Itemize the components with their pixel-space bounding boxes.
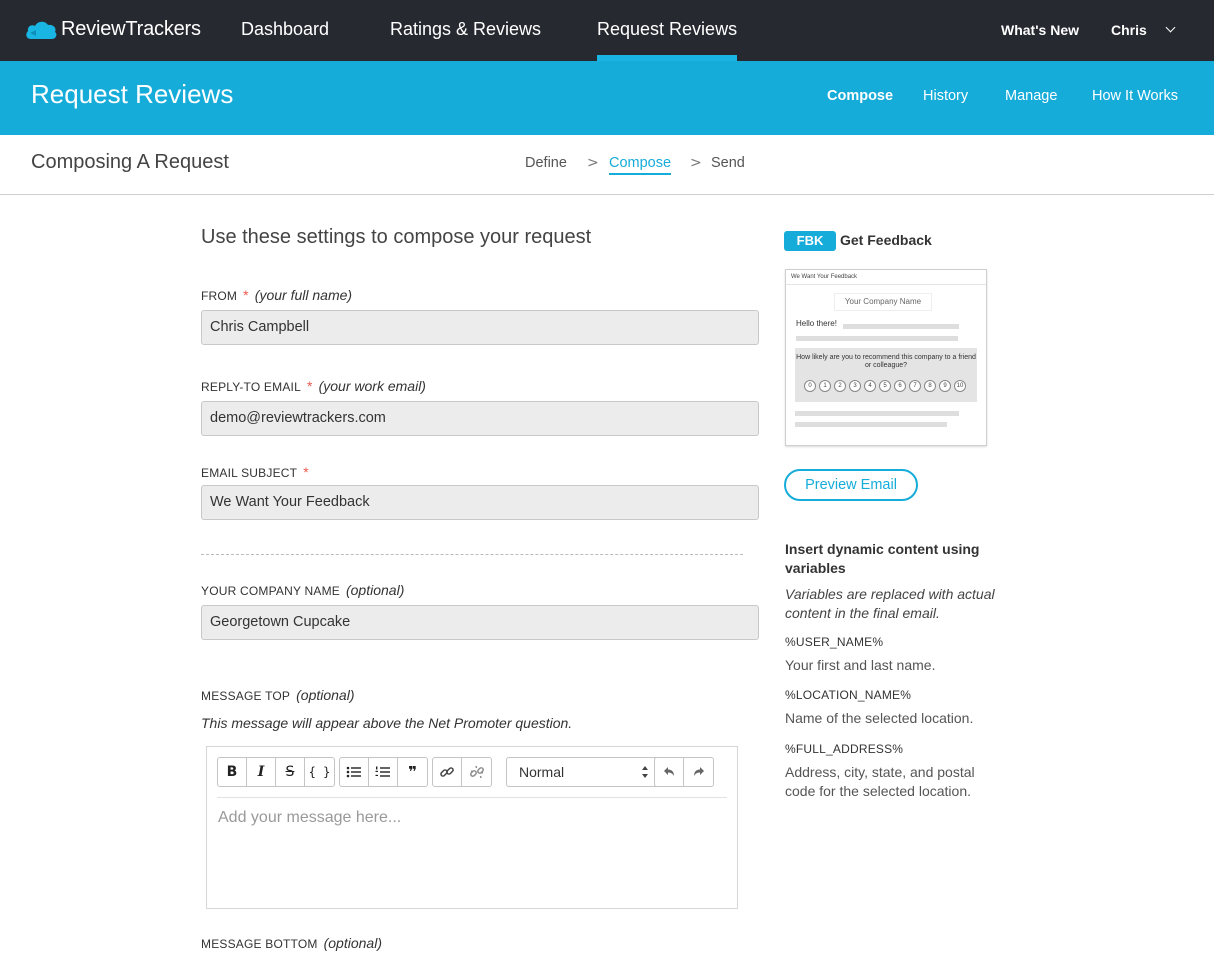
strikethrough-icon: S	[285, 764, 295, 780]
thumb-text-line	[796, 336, 958, 341]
undo-button[interactable]	[655, 758, 684, 786]
company-hint: (optional)	[345, 582, 405, 598]
list-group	[339, 757, 428, 787]
history-group	[654, 757, 714, 787]
variable-description: Address, city, state, and postal code for the selected location.	[785, 764, 975, 799]
thumb-question: How likely are you to recommend this company to a friend or colleague?	[796, 354, 976, 369]
required-mark: *	[243, 287, 249, 303]
from-label-text: FROM	[201, 289, 238, 303]
code-icon: { }	[308, 765, 331, 779]
step-compose[interactable]: Compose	[609, 155, 671, 175]
italic-button[interactable]	[247, 758, 276, 786]
logo-cloud-icon	[25, 19, 58, 41]
company-input[interactable]: Georgetown Cupcake	[201, 605, 759, 640]
chevron-down-icon	[1165, 23, 1175, 33]
thumb-scale-item: 3	[849, 380, 861, 392]
nav-request-reviews[interactable]: Request Reviews	[597, 0, 737, 61]
variable-description: Name of the selected location.	[785, 710, 974, 726]
subject-input[interactable]: We Want Your Feedback	[201, 485, 759, 520]
thumb-header: We Want Your Feedback	[786, 270, 986, 285]
blockquote-icon: ❞	[408, 763, 417, 781]
reply-to-label-text: REPLY-TO EMAIL	[201, 380, 301, 394]
thumb-scale-item: 5	[879, 380, 891, 392]
message-bottom-hint: (optional)	[323, 935, 382, 951]
bullet-list-icon	[346, 765, 362, 779]
select-arrows-icon	[641, 765, 649, 779]
subnav-history[interactable]: History	[923, 88, 969, 104]
message-top-editor	[206, 746, 738, 909]
subnav-compose[interactable]: Compose	[827, 88, 894, 104]
nav-dashboard[interactable]: Dashboard	[241, 19, 330, 39]
brand-logo[interactable]	[25, 18, 201, 41]
user-name: Chris	[1111, 22, 1147, 38]
subject-label	[201, 464, 309, 480]
thumb-scale-item: 10	[954, 380, 966, 392]
section-title: Request Reviews	[31, 79, 234, 109]
email-thumbnail[interactable]	[785, 269, 987, 446]
message-bottom-label-text: MESSAGE BOTTOM	[201, 937, 318, 951]
whats-new-link[interactable]: What's New	[1001, 22, 1080, 38]
thumb-scale-item: 9	[939, 380, 951, 392]
thumb-scale-item: 2	[834, 380, 846, 392]
brand-name: ReviewTrackers	[61, 18, 201, 40]
variable-name: %FULL_ADDRESS%	[785, 742, 904, 756]
company-label-text: YOUR COMPANY NAME	[201, 584, 340, 598]
from-label	[201, 287, 352, 303]
message-top-label-text: MESSAGE TOP	[201, 689, 291, 703]
message-top-hint: (optional)	[296, 687, 355, 703]
numbered-list-button[interactable]	[369, 758, 398, 786]
steps-bar	[0, 135, 1214, 195]
template-badge: FBK	[784, 231, 836, 251]
variables-heading: Insert dynamic content using variables	[785, 541, 980, 576]
thumb-scale-item: 1	[819, 380, 831, 392]
nav-ratings-reviews[interactable]: Ratings & Reviews	[390, 19, 542, 39]
template-title: Get Feedback	[840, 232, 932, 248]
bold-icon: B	[226, 764, 238, 780]
message-top-label	[201, 687, 355, 703]
top-navigation	[0, 0, 1214, 61]
italic-icon: I	[257, 764, 265, 780]
user-menu[interactable]	[1111, 0, 1174, 61]
thumb-scale-item: 0	[804, 380, 816, 392]
variable-name: %USER_NAME%	[785, 635, 884, 649]
section-header	[0, 61, 1214, 135]
bold-button[interactable]	[218, 758, 247, 786]
subject-label-text: EMAIL SUBJECT	[201, 466, 298, 480]
thumb-scale	[804, 380, 966, 392]
reply-to-label	[201, 378, 426, 394]
variable-name: %LOCATION_NAME%	[785, 688, 912, 702]
required-mark: *	[306, 378, 313, 394]
unlink-icon	[469, 764, 485, 780]
thumb-text-line	[843, 324, 959, 329]
thumb-text-line	[795, 422, 947, 427]
thumb-nps-block	[795, 348, 977, 402]
thumb-scale-item: 6	[894, 380, 906, 392]
from-input[interactable]: Chris Campbell	[201, 310, 759, 345]
step-separator: >	[587, 155, 599, 171]
step-send[interactable]: Send	[711, 155, 745, 171]
numbered-list-icon	[375, 765, 391, 779]
link-group	[432, 757, 492, 787]
company-label	[201, 582, 404, 598]
code-button[interactable]	[305, 758, 334, 786]
format-group	[217, 757, 335, 787]
thumb-hello: Hello there!	[796, 319, 837, 328]
thumb-scale-item: 8	[924, 380, 936, 392]
heading-format-select[interactable]	[506, 757, 660, 787]
blockquote-button[interactable]	[398, 758, 427, 786]
message-top-input[interactable]: Add your message here...	[218, 809, 402, 826]
variables-description: Variables are replaced with actual content in the final email.	[785, 586, 995, 621]
thumb-scale-item: 7	[909, 380, 921, 392]
step-separator: >	[690, 155, 702, 171]
variable-description: Your first and last name.	[785, 657, 936, 673]
section-divider	[201, 554, 743, 555]
undo-icon	[662, 765, 676, 779]
unlink-button[interactable]	[462, 758, 491, 786]
thumb-text-line	[795, 411, 959, 416]
message-top-description: This message will appear above the Net Promoter question.	[201, 715, 573, 731]
required-mark: *	[303, 464, 309, 480]
subnav-how-it-works[interactable]: How It Works	[1092, 88, 1178, 104]
thumb-company: Your Company Name	[834, 293, 932, 311]
reply-to-hint: (your work email)	[318, 378, 426, 394]
page-title: Composing A Request	[31, 151, 229, 173]
bullet-list-button[interactable]	[340, 758, 369, 786]
reply-to-input[interactable]: demo@reviewtrackers.com	[201, 401, 759, 436]
from-hint: (your full name)	[254, 287, 353, 303]
strikethrough-button[interactable]	[276, 758, 305, 786]
subnav-manage[interactable]: Manage	[1005, 88, 1058, 104]
thumb-scale-item: 4	[864, 380, 876, 392]
heading-format-value: Normal	[519, 764, 565, 780]
toolbar-divider	[217, 797, 727, 798]
link-button[interactable]	[433, 758, 462, 786]
redo-icon	[692, 765, 706, 779]
redo-button[interactable]	[684, 758, 713, 786]
link-icon	[439, 764, 455, 780]
form-heading: Use these settings to compose your request	[201, 226, 592, 248]
message-bottom-label	[201, 935, 382, 951]
preview-email-button[interactable]: Preview Email	[784, 469, 918, 501]
step-define[interactable]: Define	[525, 155, 567, 171]
